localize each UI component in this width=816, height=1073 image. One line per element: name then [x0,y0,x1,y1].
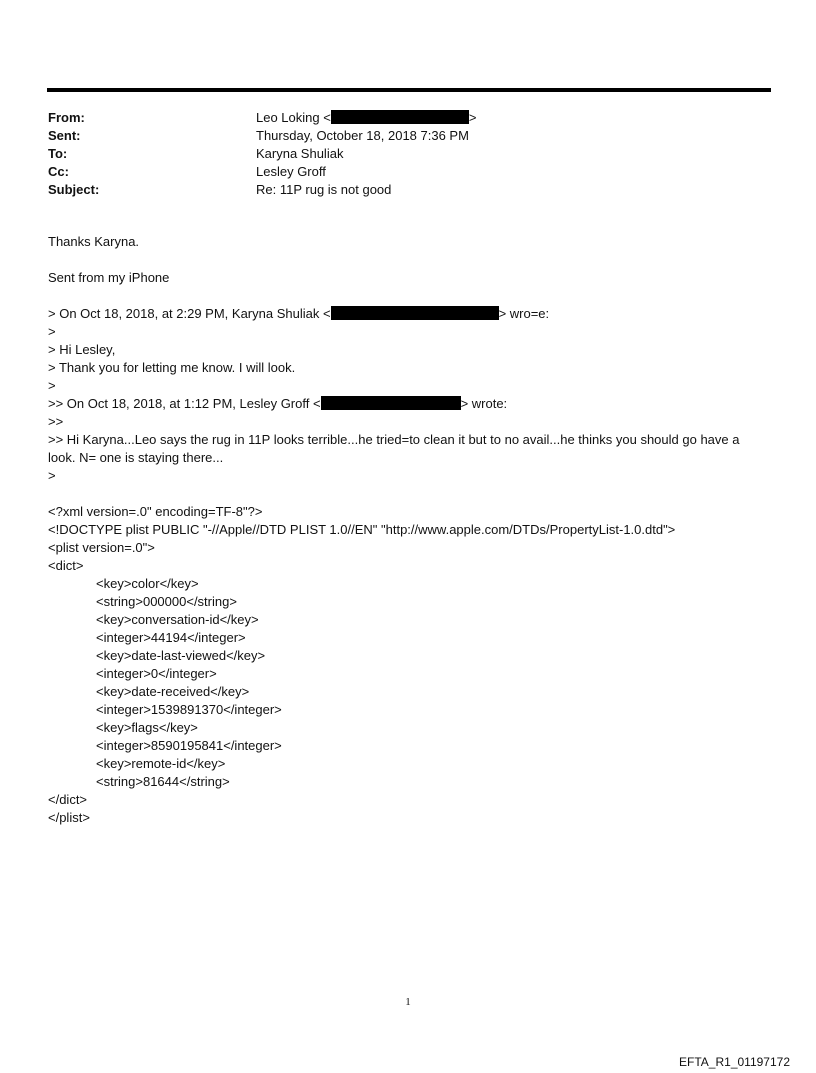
subject-value: Re: 11P rug is not good [256,182,392,197]
email-body [48,233,770,827]
cc-row [48,163,476,181]
plist-line: <key>date-last-viewed</key> [96,648,266,663]
plist-line: </plist> [48,810,90,825]
plist-line: <string>000000</string> [96,594,237,609]
plist-line: <key>flags</key> [96,720,198,735]
cc-label: Cc: [48,164,69,179]
quote-header-2-prefix: >> On Oct 18, 2018, at 1:12 PM, Lesley Groff < [48,396,321,411]
quote-header-1 [48,305,770,323]
plist-line: <string>81644</string> [96,774,230,789]
from-label: From: [48,110,85,125]
quote-header-1-prefix: > On Oct 18, 2018, at 2:29 PM, Karyna Shuliak < [48,306,331,321]
plist-line: <!DOCTYPE plist PUBLIC "-//Apple//DTD PLIST 1.0//EN" "http://www.apple.com/DTDs/PropertyList-1.0.dtd"> [48,522,676,537]
sent-label: Sent: [48,128,81,143]
subject-label: Subject: [48,182,100,197]
plist-line: <plist version=.0"> [48,540,155,555]
header-rule [47,88,771,92]
plist-line: <integer>1539891370</integer> [96,702,282,717]
to-row [48,145,476,163]
plist-line: <dict> [48,558,84,573]
sent-value: Thursday, October 18, 2018 7:36 PM [256,128,469,143]
quote-text: > Thank you for letting me know. I will look. [48,360,296,375]
quote-marker: > [48,468,56,483]
plist-line: <integer>0</integer> [96,666,217,681]
quote-header-2-suffix: > wrote: [460,396,508,411]
subject-row [48,181,476,199]
page-number: 1 [405,996,411,1008]
plist-line: <key>color</key> [96,576,199,591]
document-id: EFTA_R1_01197172 [679,1055,790,1069]
quote-body: >> Hi Karyna...Leo says the rug in 11P looks terrible...he tried=to clean it but to no avail...he thinks you should go have a look. N= one is staying there... [48,432,740,465]
redaction-bar [331,306,499,320]
plist-line: <key>date-received</key> [96,684,250,699]
from-name: Leo Loking < [256,110,331,125]
from-value [256,109,476,127]
to-label: To: [48,146,68,161]
sent-row [48,127,476,145]
email-header [48,109,476,199]
plist-line: <key>conversation-id</key> [96,612,259,627]
cc-value: Lesley Groff [256,164,326,179]
plist-line: </dict> [48,792,88,807]
redaction-bar [331,110,469,124]
reply-text: Thanks Karyna. [48,234,140,249]
plist-line: <integer>44194</integer> [96,630,246,645]
quote-marker-double: >> [48,414,64,429]
quote-header-1-suffix: > wro=e: [498,306,550,321]
from-row [48,109,476,127]
to-value: Karyna Shuliak [256,146,344,161]
quote-greeting: > Hi Lesley, [48,342,116,357]
redaction-bar [321,396,461,410]
quote-marker: > [48,378,56,393]
quote-header-2 [48,395,770,413]
signature-line: Sent from my iPhone [48,270,170,285]
quote-marker: > [48,324,56,339]
plist-line: <integer>8590195841</integer> [96,738,282,753]
from-close: > [468,110,477,125]
plist-line: <?xml version=.0" encoding=TF-8"?> [48,504,263,519]
plist-line: <key>remote-id</key> [96,756,226,771]
